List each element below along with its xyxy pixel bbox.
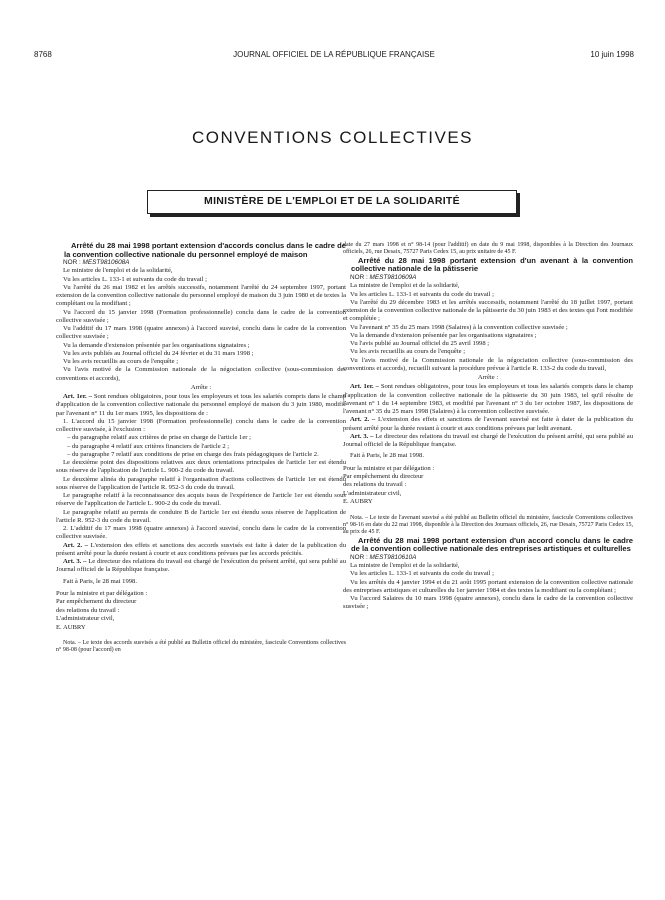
article-1 bbox=[343, 383, 633, 416]
article-3 bbox=[56, 558, 346, 575]
nor-label: NOR : bbox=[63, 259, 81, 267]
paragraph: Vu les articles L. 133-1 et suivants du code du travail ; bbox=[63, 275, 207, 283]
issue-date: 10 juin 1998 bbox=[590, 50, 634, 59]
paragraph: Le paragraphe relatif à la reconnaissance des acquis issus de l'expérience de l'article 1er est étendu sous réserve de l'application de l'article L. 900-2 du code du travail. bbox=[56, 492, 346, 508]
paragraph: La ministre de l'emploi et de la solidarité, bbox=[350, 282, 460, 290]
arrete-heading: Arrête : bbox=[190, 383, 212, 391]
nor-label: NOR : bbox=[350, 553, 368, 561]
article-label: Art. 2. – bbox=[350, 416, 376, 424]
nor-reference bbox=[343, 554, 633, 562]
paragraph: Le deuxième alinéa du paragraphe relatif à l'organisation d'actions collectives de l'article 1er est étendu sous réserve de l'application de l'article R. 952-3 du code du travail. bbox=[56, 475, 346, 491]
arrete-heading: Arrête : bbox=[477, 374, 499, 381]
paragraph: Le ministre de l'emploi et de la solidarité, bbox=[63, 267, 173, 275]
signatory-name: E. AUBRY bbox=[56, 623, 86, 631]
article-text: Le directeur des relations du travail est chargé de l'exécution du présent arrêté, qui sera publié au Journal officiel de la République française. bbox=[56, 558, 347, 574]
article-text: Le directeur des relations du travail est chargé de l'exécution du présent arrêté, qui sera publié au Journal officiel de la République française. bbox=[343, 432, 634, 448]
paragraph: Vu les articles L. 133-1 et suivants du code du travail ; bbox=[350, 290, 494, 298]
signature-line: des relations du travail : bbox=[343, 481, 407, 489]
article-label: Art. 3. – bbox=[63, 558, 87, 566]
paragraph: Vu les avis recueillis au cours de l'enquête ; bbox=[63, 358, 179, 366]
right-column bbox=[343, 242, 633, 612]
article-label: Art. 1er. – bbox=[350, 383, 379, 391]
paragraph: Vu l'avis motivé de la Commission nationale de la négociation collective (sous-commission des conventions et accords), bbox=[56, 366, 346, 382]
list-item: – du paragraphe 7 relatif aux conditions de prise en charge des frais pédagogiques de l'article 2. bbox=[67, 450, 319, 458]
paragraph: Vu les arrêtés du 4 janvier 1994 et du 21 août 1995 portant extension de la convention collective nationale des entreprises artistiques et culturelles du 1er janvier 1984 et des textes la modifiant ou la complétant ; bbox=[343, 578, 633, 594]
article-2 bbox=[56, 542, 346, 559]
paragraph: Vu l'avis publié au Journal officiel du 25 avril 1998 ; bbox=[350, 340, 490, 347]
article-text: Sont rendues obligatoires, pour tous les employeurs et tous les salariés compris dans le champ d'application de la convention collective nationale de la pâtisserie du 30 juin 1983, tel qu'il résulte de l'avenant n° 1 du 14 septembre 1983, et modifié par l'avenant n° 3 du 1er octobre 1987, les dispositions de l'avenant n° 35 du 25 mars 1998 (Salaires) à la convention collective susvisée. bbox=[343, 383, 633, 415]
signature-line: Pour la ministre et par délégation : bbox=[343, 464, 435, 472]
paragraph: Le deuxième point des dispositions relatives aux deux orientations principales de l'article 1er est étendu sous réserve de l'application de l'article L. 900-2 du code du travail. bbox=[56, 459, 346, 475]
paragraph: Vu l'arrêté du 26 mai 1982 et les arrêtés successifs, notamment l'arrêté du 24 septembre 1997, portant extension de la convention collective nationale du personnel employé de maison du 3 juin 1980 et de textes la complétant ou la modifiant ; bbox=[56, 283, 346, 308]
journal-name: JOURNAL OFFICIEL DE LA RÉPUBLIQUE FRANÇAISE bbox=[233, 50, 435, 59]
paragraph: 2. L'additif du 17 mars 1998 (quatre annexes) à l'accord susvisé, conclu dans le cadre de la convention collective susvisée. bbox=[56, 525, 346, 541]
paragraph: La ministre de l'emploi et de la solidarité, bbox=[350, 562, 460, 570]
paragraph: Vu la demande d'extension présentée par les organisations signataires ; bbox=[63, 341, 250, 349]
section-title: CONVENTIONS COLLECTIVES bbox=[191, 128, 474, 147]
done-at: Fait à Paris, le 28 mai 1998. bbox=[63, 577, 137, 585]
signature-line: Par empêchement du directeur bbox=[56, 598, 137, 606]
article-label: Art. 2. – bbox=[63, 541, 89, 549]
paragraph: Le paragraphe relatif au permis de conduire B de l'article 1er est étendu sous réserve de l'application de l'article R. 952-3 du code du travail. bbox=[56, 508, 346, 524]
nor-code: MEST9810610A bbox=[369, 553, 417, 561]
done-at: Fait à Paris, le 28 mai 1998. bbox=[350, 452, 424, 460]
article-label: Art. 3. – bbox=[350, 432, 374, 440]
signature-role: L'administrateur civil, bbox=[343, 489, 402, 497]
nota-note: Nota. – Le texte de l'avenant susvisé a été publié au Bulletin officiel du ministère, fascicule Conventions collectives n° 98-16 en date du 22 mai 1998, disponible à la Direction des Journaux officiels, 26, rue Desaix, 75727 Paris Cedex 15, au prix de 45 F. bbox=[343, 514, 633, 536]
page-number: 8768 bbox=[34, 50, 52, 59]
nor-code: MEST9810609A bbox=[369, 274, 417, 281]
article-text: L'extension des effets et sanctions de l'avenant susvisé est faite à dater de la publication du présent arrêté pour la durée restant à courir et aux conditions prévues par ledit avenant. bbox=[343, 416, 633, 432]
signatory-name: E. AUBRY bbox=[343, 498, 373, 506]
signature-line: des relations du travail : bbox=[56, 606, 120, 614]
paragraph: Vu l'accord du 15 janvier 1998 (Formation professionnelle) conclu dans le cadre de la convention collective susvisée ; bbox=[56, 308, 346, 324]
decree-title: Arrêté du 28 mai 1998 portant extension d'accords conclus dans le cadre de la convention collective nationale du personnel employé de maison bbox=[64, 241, 346, 259]
paragraph: Vu les avis publiés au Journal officiel du 24 février et du 31 mars 1998 ; bbox=[63, 349, 254, 357]
signature-line: Pour la ministre et par délégation : bbox=[56, 589, 148, 597]
paragraph: 1. L'accord du 15 janvier 1998 (Formation professionnelle) conclu dans le cadre de la convention collective susvisée, à l'exclusion : bbox=[56, 417, 346, 434]
paragraph: Vu l'avis motivé de la Commission nationale de la négociation collective (sous-commission des conventions et accords), recueilli suivant la procédure prévue à l'article R. 133-2 du code du travail, bbox=[343, 356, 633, 372]
article-3 bbox=[343, 433, 633, 450]
left-column bbox=[56, 242, 346, 655]
nor-code: MEST9810608A bbox=[82, 259, 130, 267]
paragraph: Vu les avis recueillis au cours de l'enquête ; bbox=[350, 348, 466, 356]
article-text: L'extension des effets et sanctions des accords susvisés est faite à dater de la publication du présent arrêté pour la durée restant à courir et aux conditions prévues par les accords précités. bbox=[56, 541, 347, 557]
nor-reference bbox=[343, 274, 633, 282]
page-header bbox=[34, 50, 634, 64]
article-text: Sont rendues obligatoires, pour tous les employeurs et tous les salariés compris dans le champ d'application de la convention collective nationale du personnel employé de maison du 3 juin 1980, modifié par l'avenant n° 11 du 1er mars 1995, les dispositions de : bbox=[56, 393, 346, 417]
list-item: – du paragraphe 4 relatif aux critères financiers de l'article 2 ; bbox=[67, 442, 230, 450]
paragraph: Vu la demande d'extension présentée par les organisations signataires ; bbox=[350, 331, 537, 339]
paragraph: Vu l'arrêté du 29 décembre 1983 et les arrêtés successifs, notamment l'arrêté du 18 juillet 1997, portant extension de la convention collective nationale de la pâtisserie du 30 juin 1983 et des textes qui l'ont modifiée et complétée ; bbox=[343, 298, 633, 323]
paragraph: Vu l'additif du 17 mars 1998 (quatre annexes) à l'accord susvisé, conclu dans le cadre de la convention collective susvisée ; bbox=[56, 325, 346, 341]
paragraph: Vu l'accord Salaires du 10 mars 1998 (quatre annexes), conclu dans le cadre de la convention collective susvisée ; bbox=[343, 595, 633, 611]
signature-block bbox=[343, 465, 633, 507]
list-item: – du paragraphe relatif aux critères de prise en charge de l'article 1er ; bbox=[67, 434, 251, 442]
article-label: Art. 1er. – bbox=[63, 393, 92, 401]
nor-reference bbox=[56, 259, 346, 267]
continued-note: date du 27 mars 1998 et n° 98-14 (pour l'additif) en date du 9 mai 1998, disponibles à la Direction des Journaux officiels, 26, rue Desaix, 75727 Paris Cedex 15, au prix unitaire de 45 F. bbox=[343, 242, 633, 256]
article-1 bbox=[56, 393, 346, 418]
nor-label: NOR : bbox=[350, 274, 368, 281]
decree-title: Arrêté du 28 mai 1998 portant extension d'un avenant à la convention collective nationale de la pâtisserie bbox=[351, 255, 633, 274]
nota-note: Nota. – Le texte des accords susvisés a été publié au Bulletin officiel du ministère, fascicule Conventions collectives n° 98-08 (pour l'accord) en bbox=[56, 639, 346, 654]
signature-block bbox=[56, 590, 346, 632]
paragraph: Vu l'avenant n° 35 du 25 mars 1998 (Salaires) à la convention collective susvisée ; bbox=[350, 323, 568, 331]
ministry-banner: MINISTÈRE DE L'EMPLOI ET DE LA SOLIDARITÉ bbox=[147, 190, 517, 214]
decree-title: Arrêté du 28 mai 1998 portant extension d'un accord conclu dans le cadre de la convention collective nationale des entreprises artistiques et culturelles bbox=[351, 535, 633, 554]
signature-role: L'administrateur civil, bbox=[56, 615, 115, 623]
paragraph: Vu les articles L. 133-1 et suivants du code du travail ; bbox=[350, 570, 494, 578]
article-2 bbox=[343, 416, 633, 433]
signature-line: Par empêchement du directeur bbox=[343, 472, 424, 480]
